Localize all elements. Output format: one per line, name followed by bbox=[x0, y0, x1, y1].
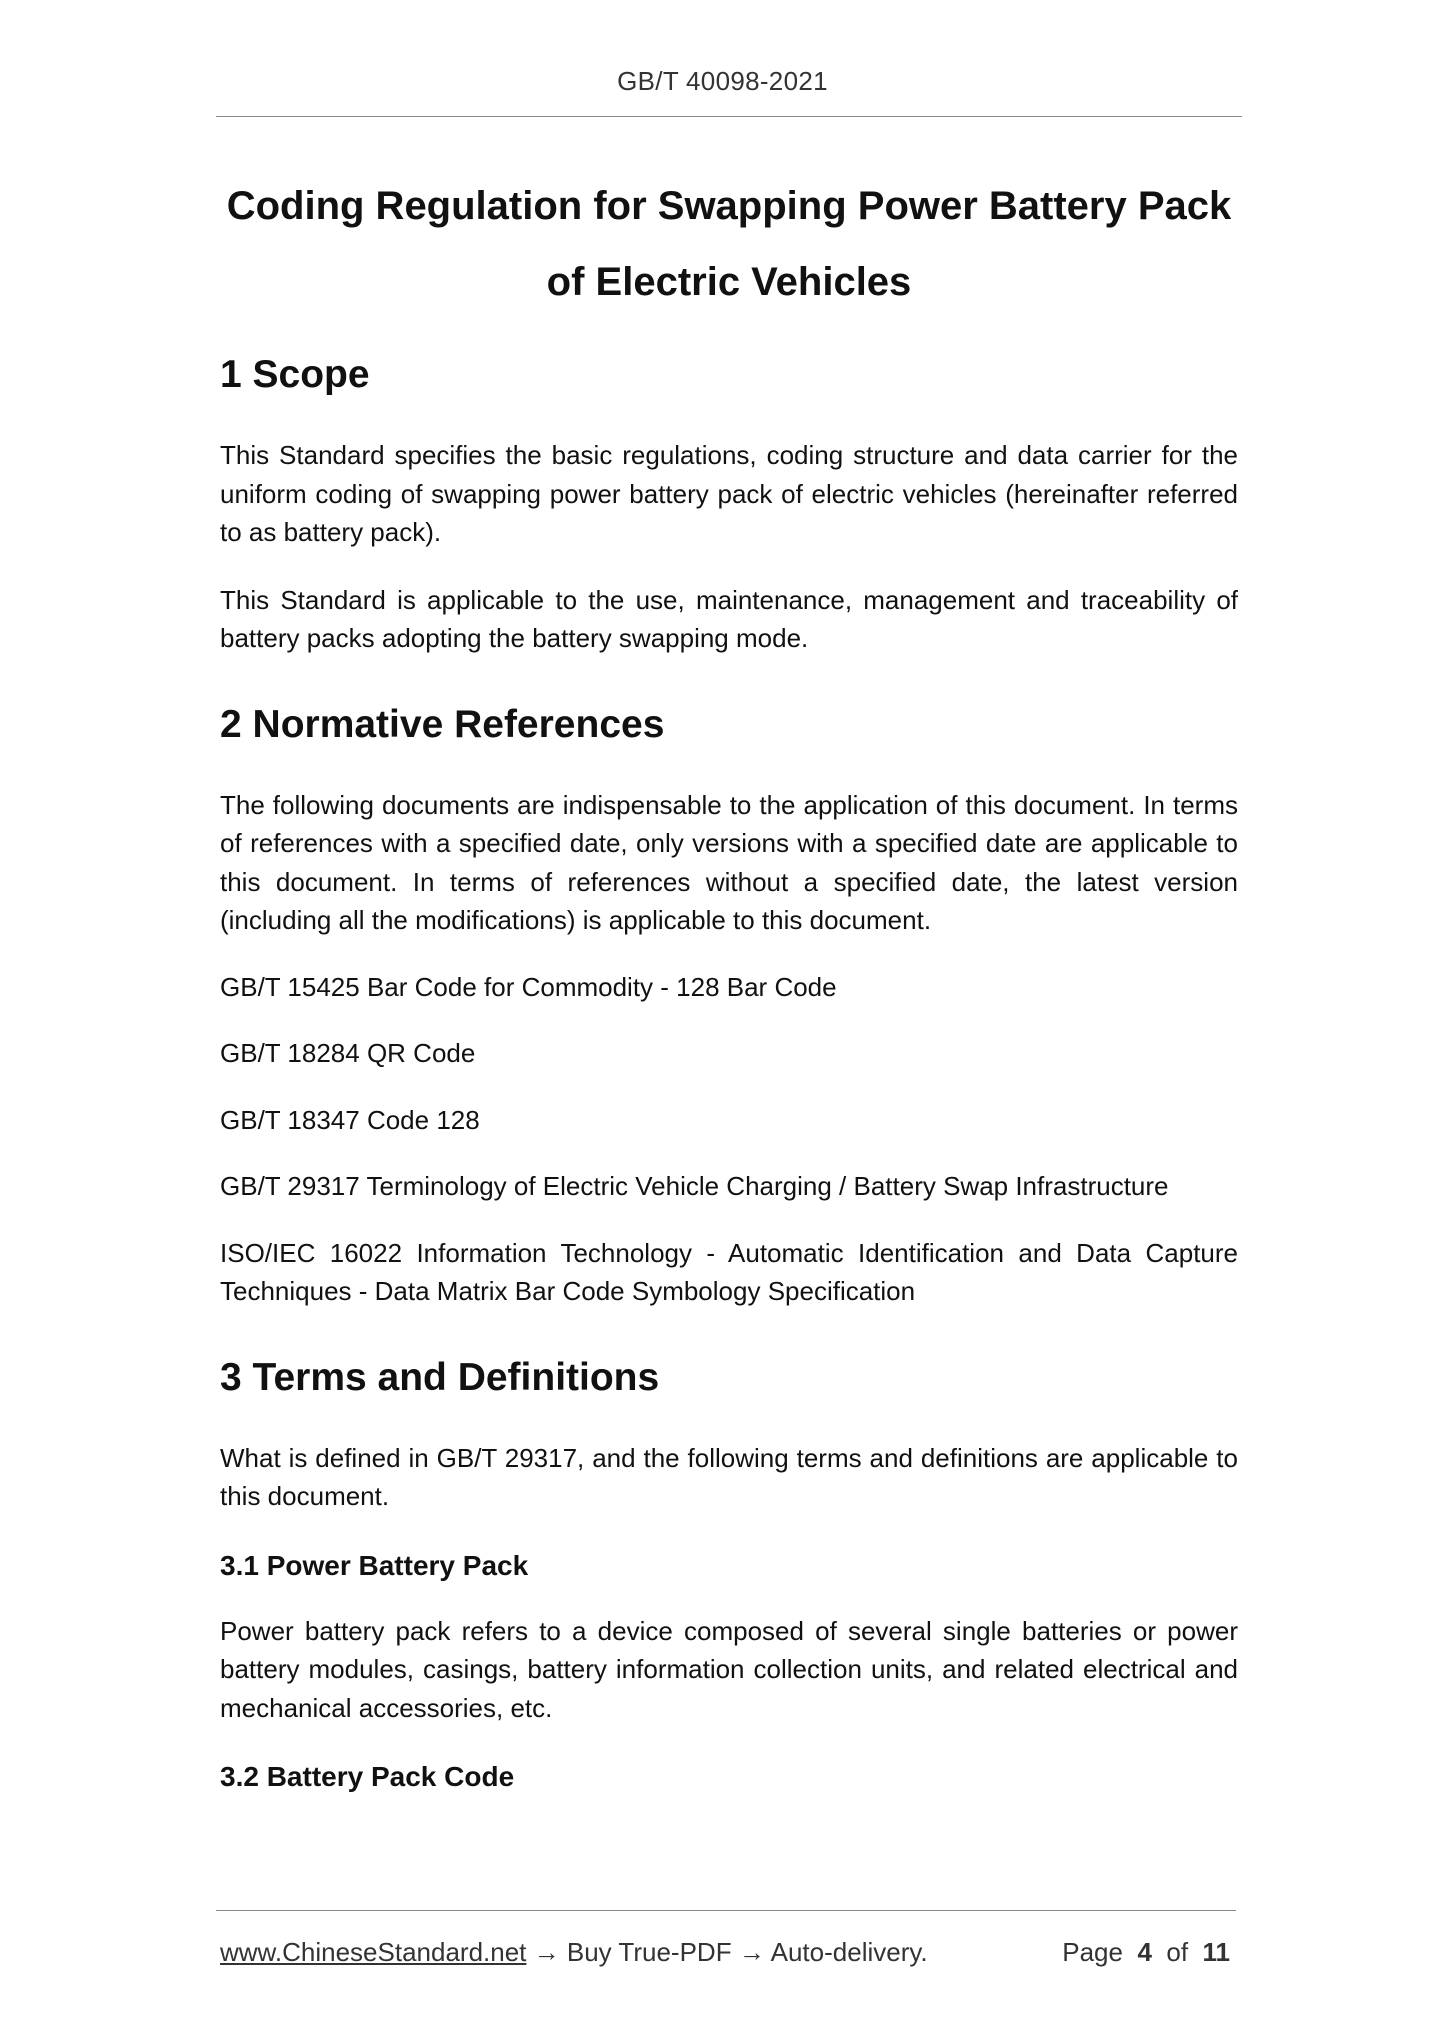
scope-paragraph-2: This Standard is applicable to the use, maintenance, management and traceability of battery packs adopting the battery swapping mode. bbox=[220, 584, 1238, 653]
page-number bbox=[1062, 1934, 1230, 1970]
site-link[interactable]: www.ChineseStandard.net bbox=[220, 1937, 527, 1967]
reference-item: ISO/IEC 16022 Information Technology - Automatic Identification and Data Capture Techniques - Data Matrix Bar Code Symbology Specification bbox=[220, 1237, 1238, 1306]
document-title-line-1: Coding Regulation for Swapping Power Battery Pack bbox=[226, 184, 1232, 228]
arrow-icon: → bbox=[738, 1937, 765, 1967]
page-of-label: of bbox=[1166, 1937, 1189, 1967]
page-total: 11 bbox=[1202, 1937, 1230, 1967]
reference-item: GB/T 29317 Terminology of Electric Vehicle Charging / Battery Swap Infrastructure bbox=[220, 1171, 1169, 1201]
section-heading-scope: 1 Scope bbox=[220, 353, 370, 396]
reference-item: GB/T 18284 QR Code bbox=[220, 1038, 476, 1068]
power-battery-pack-definition: Power battery pack refers to a device composed of several single batteries or power battery modules, casings, battery information collection units, and related electrical and mechanical accessories, etc. bbox=[220, 1615, 1238, 1723]
terms-intro-paragraph: What is defined in GB/T 29317, and the following terms and definitions are applicable to this document. bbox=[220, 1442, 1238, 1511]
page-footer bbox=[220, 1934, 1238, 1970]
section-heading-normative-references: 2 Normative References bbox=[220, 702, 665, 746]
subsection-heading-power-battery-pack: 3.1 Power Battery Pack bbox=[220, 1549, 529, 1581]
normative-intro-paragraph: The following documents are indispensable to the application of this document. In terms of references with a specified date, only versions with a specified date are applicable to this document. In terms of references without a specified date, the latest version (including all the modifications) is applicable to this document. bbox=[220, 789, 1238, 935]
page-current: 4 bbox=[1137, 1937, 1152, 1967]
document-body bbox=[220, 350, 1238, 1797]
header-divider bbox=[216, 116, 1242, 117]
running-header: GB/T 40098-2021 bbox=[617, 66, 828, 96]
scope-paragraph-1: This Standard specifies the basic regulations, coding structure and data carrier for the uniform coding of swapping power battery pack of electric vehicles (hereinafter referred to as battery pack). bbox=[220, 440, 1238, 547]
reference-item: GB/T 18347 Code 128 bbox=[220, 1104, 480, 1135]
subsection-heading-battery-pack-code: 3.2 Battery Pack Code bbox=[220, 1761, 515, 1792]
buy-true-pdf-text: Buy True-PDF bbox=[566, 1937, 732, 1967]
footer-divider bbox=[216, 1910, 1236, 1911]
document-title bbox=[216, 168, 1242, 320]
page-label: Page bbox=[1062, 1937, 1123, 1967]
arrow-icon: → bbox=[533, 1937, 560, 1967]
reference-item: GB/T 15425 Bar Code for Commodity - 128 Bar Code bbox=[220, 971, 837, 1002]
section-heading-terms-and-definitions: 3 Terms and Definitions bbox=[220, 1355, 660, 1399]
auto-delivery-text: Auto-delivery. bbox=[770, 1937, 928, 1967]
document-title-line-2: of Electric Vehicles bbox=[546, 260, 912, 304]
